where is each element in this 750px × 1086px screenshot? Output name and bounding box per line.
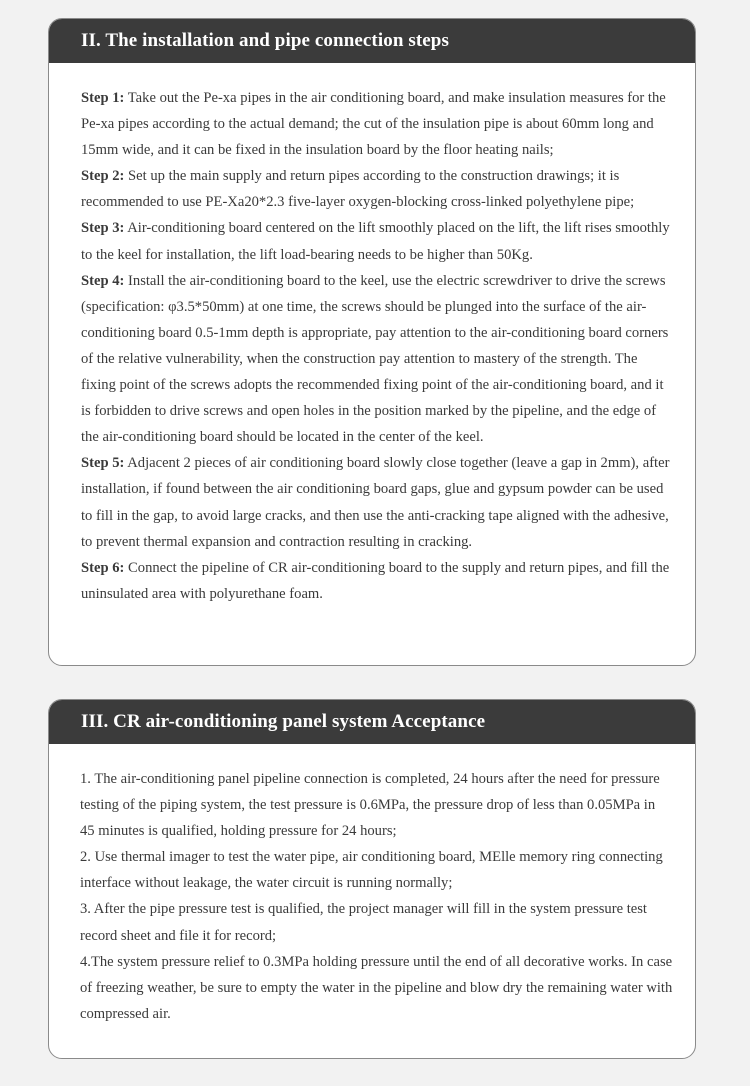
acceptance-item-2: 2. Use thermal imager to test the water pipe, air conditioning board, MElle memory ring connecting interface without leakage, the water circuit is running normally; (80, 849, 663, 892)
acceptance-item-1: 1. The air-conditioning panel pipeline connection is completed, 24 hours after the need for pressure testing of the piping system, the test pressure is 0.6MPa, the pressure drop of less than 0.05MPa in 45 minutes is qualified, holding pressure for 24 hours; (80, 771, 660, 840)
step-label: Step 5: (81, 455, 125, 472)
installation-steps-body (49, 63, 695, 607)
step-label: Step 3: (81, 220, 125, 237)
step-4 (81, 268, 673, 451)
acceptance-title: III. CR air-conditioning panel system Acceptance (49, 700, 695, 744)
step-label: Step 6: (81, 559, 125, 576)
acceptance-body (49, 744, 695, 1027)
step-3 (81, 215, 673, 267)
acceptance-item-4: 4.The system pressure relief to 0.3MPa holding pressure until the end of all decorative works. In case of freezing weather, be sure to empty the water in the pipeline and blow dry the remaining water with compressed air. (80, 953, 673, 1022)
step-text: Set up the main supply and return pipes according to the construction drawings; it is recommended to use PE-Xa20*2.3 five-layer oxygen-blocking cross-linked polyethylene pipe; (81, 168, 635, 211)
installation-steps-title: II. The installation and pipe connection steps (49, 19, 695, 63)
step-6 (81, 555, 673, 607)
step-label: Step 4: (81, 272, 125, 289)
step-1 (81, 85, 673, 163)
installation-steps-card (48, 18, 696, 666)
step-label: Step 2: (81, 168, 125, 185)
step-5 (81, 450, 673, 554)
step-2 (81, 163, 673, 215)
step-text: Adjacent 2 pieces of air conditioning board slowly close together (leave a gap in 2mm), after installation, if found between the air conditioning board gaps, glue and gypsum powder can be used to fill in the gap, to avoid large cracks, and then use the anti-cracking tape aligned with the adhesive, to prevent thermal expansion and contraction resulting in cracking. (81, 455, 670, 550)
step-text: Install the air-conditioning board to the keel, use the electric screwdriver to drive the screws (specification: φ3.5*50mm) at one time, the screws should be plunged into the surface of the air-conditioning board 0.5-1mm depth is appropriate, pay attention to the air-conditioning board corners of the relative vulnerability, when the construction pay attention to mastery of the strength. The fixing point of the screws adopts the recommended fixing point of the air-conditioning board, and it is forbidden to drive screws and open holes in the position marked by the pipeline, and the edge of the air-conditioning board should be located in the center of the keel. (81, 272, 669, 446)
acceptance-item-3: 3. After the pipe pressure test is qualified, the project manager will fill in the system pressure test record sheet and file it for record; (80, 901, 647, 944)
step-label: Step 1: (81, 90, 125, 106)
step-text: Connect the pipeline of CR air-conditioning board to the supply and return pipes, and fill the uninsulated area with polyurethane foam. (81, 559, 670, 602)
step-text: Air-conditioning board centered on the lift smoothly placed on the lift, the lift rises smoothly to the keel for installation, the lift load-bearing needs to be higher than 50Kg. (81, 220, 670, 263)
acceptance-card (48, 699, 696, 1059)
step-text: Take out the Pe-xa pipes in the air conditioning board, and make insulation measures for the Pe-xa pipes according to the actual demand; the cut of the insulation pipe is about 60mm long and 15mm wide, and it can be fixed in the insulation board by the floor heating nails; (81, 90, 666, 159)
